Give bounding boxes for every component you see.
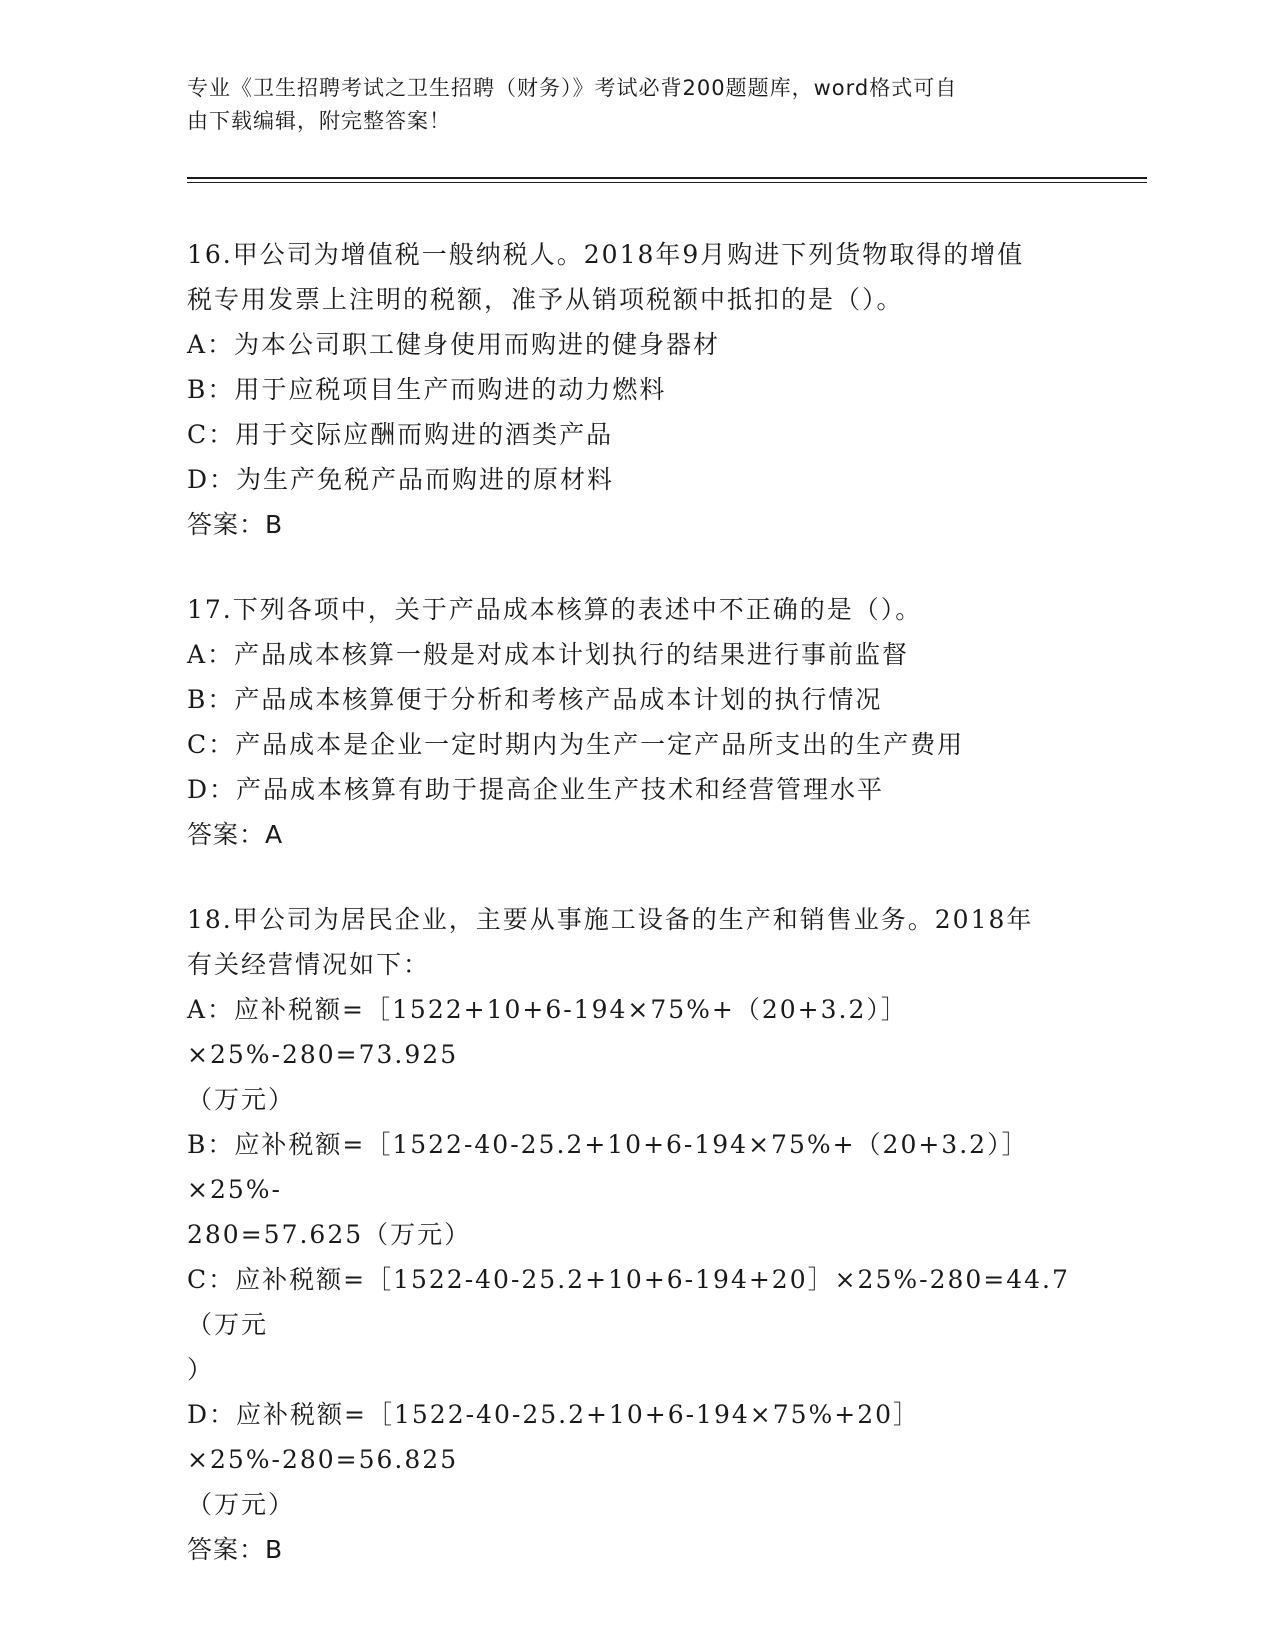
option-b-continued: 280=57.625（万元） <box>187 1220 472 1249</box>
header-divider <box>187 177 1147 183</box>
option-b: B：应补税额=［1522-40-25.2+10+6-194×75%+（20+3.2）］×25%- <box>187 1130 1029 1204</box>
divider-thick-line <box>187 177 1147 179</box>
question-17 <box>187 587 1087 857</box>
header-line-2: 由下载编辑，附完整答案！ <box>187 109 451 133</box>
question-stem: 18.甲公司为居民企业，主要从事施工设备的生产和销售业务。2018年 <box>187 905 1034 934</box>
document-header <box>187 72 1087 138</box>
answer: 答案：B <box>187 510 284 539</box>
option-d: D：应补税额=［1522-40-25.2+10+6-194×75%+20］×25%-280=56.825 <box>187 1400 921 1474</box>
question-stem: 16.甲公司为增值税一般纳税人。2018年9月购进下列货物取得的增值 <box>187 240 1025 269</box>
divider-thin-line <box>187 182 1147 183</box>
question-stem: 有关经营情况如下： <box>187 950 431 979</box>
option-c-continued: ） <box>187 1355 215 1384</box>
option-c: C：产品成本是企业一定时期内为生产一定产品所支出的生产费用 <box>187 730 965 759</box>
answer: 答案：A <box>187 820 284 849</box>
option-c: C：用于交际应酬而购进的酒类产品 <box>187 420 614 449</box>
option-a: A：产品成本核算一般是对成本计划执行的结果进行事前监督 <box>187 640 910 669</box>
question-list <box>187 232 1087 1612</box>
question-stem: 税专用发票上注明的税额，准予从销项税额中抵扣的是（）。 <box>187 285 904 314</box>
option-b: B：用于应税项目生产而购进的动力燃料 <box>187 375 667 404</box>
question-stem: 17.下列各项中，关于产品成本核算的表述中不正确的是（）。 <box>187 595 923 624</box>
answer: 答案：B <box>187 1535 284 1564</box>
option-a: A：为本公司职工健身使用而购进的健身器材 <box>187 330 721 359</box>
option-c: C：应补税额=［1522-40-25.2+10+6-194+20］×25%-280=44.7（万元 <box>187 1265 1070 1339</box>
question-16 <box>187 232 1087 547</box>
header-line-1: 专业《卫生招聘考试之卫生招聘（财务）》考试必背200题题库，word格式可自 <box>187 76 958 100</box>
option-b: B：产品成本核算便于分析和考核产品成本计划的执行情况 <box>187 685 883 714</box>
option-d: D：产品成本核算有助于提高企业生产技术和经营管理水平 <box>187 775 885 804</box>
option-a: A：应补税额=［1522+10+6-194×75%+（20+3.2）］×25%-280=73.925 <box>187 995 908 1069</box>
option-a-continued: （万元） <box>187 1085 296 1114</box>
question-18 <box>187 897 1087 1572</box>
option-d: D：为生产免税产品而购进的原材料 <box>187 465 615 494</box>
option-d-continued: （万元） <box>187 1490 296 1519</box>
